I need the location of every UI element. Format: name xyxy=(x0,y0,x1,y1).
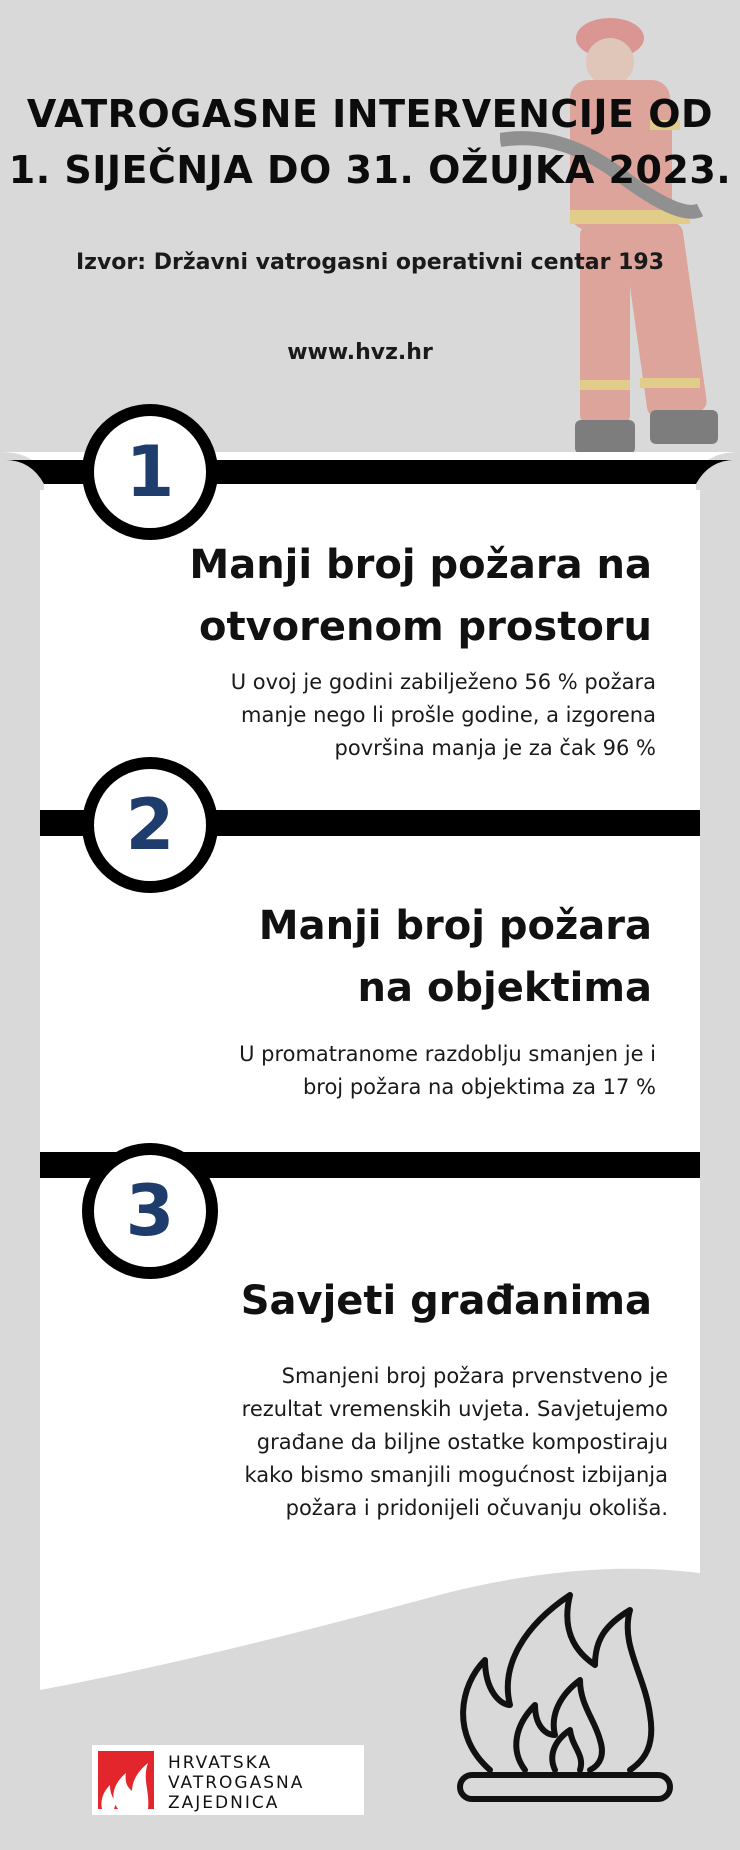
section-1-heading: Manji broj požara na otvorenom prostoru xyxy=(189,542,652,650)
source-text: Izvor: Državni vatrogasni operativni centar 193 xyxy=(75,250,665,275)
section-1-number: 1 xyxy=(82,404,218,540)
section-2-text: U promatranome razdoblju smanjen je i broj požara na objektima za 17 % xyxy=(239,1042,656,1099)
hvz-logo[interactable] xyxy=(92,1745,364,1815)
firefighter-illustration xyxy=(500,0,740,470)
section-2-number: 2 xyxy=(82,757,218,893)
section-3-number: 3 xyxy=(82,1143,218,1279)
section-1-text: U ovoj je godini zabilježeno 56 % požara manje nego li prošle godine, a izgorena površina manja je za čak 96 % xyxy=(230,670,656,760)
section-2-heading: Manji broj požara na objektima xyxy=(258,903,652,1011)
fire-icon xyxy=(430,1555,700,1825)
website-link[interactable]: www.hvz.hr xyxy=(287,340,433,365)
logo-text: HRVATSKA VATROGASNA ZAJEDNICA xyxy=(168,1753,305,1813)
flame-logo-icon xyxy=(98,1751,154,1809)
section-3-heading: Savjeti građanima xyxy=(240,1278,652,1324)
page-title: VATROGASNE INTERVENCIJE OD 1. SIJEČNJA DO 31. OŽUJKA 2023. xyxy=(8,92,732,192)
section-3-text: Smanjeni broj požara prvenstveno je rezultat vremenskih uvjeta. Savjetujemo građane da biljne ostatke kompostiraju kako bismo smanjili mogućnost izbijanja požara i pridonijeli očuvanju okoliša. xyxy=(241,1364,668,1520)
